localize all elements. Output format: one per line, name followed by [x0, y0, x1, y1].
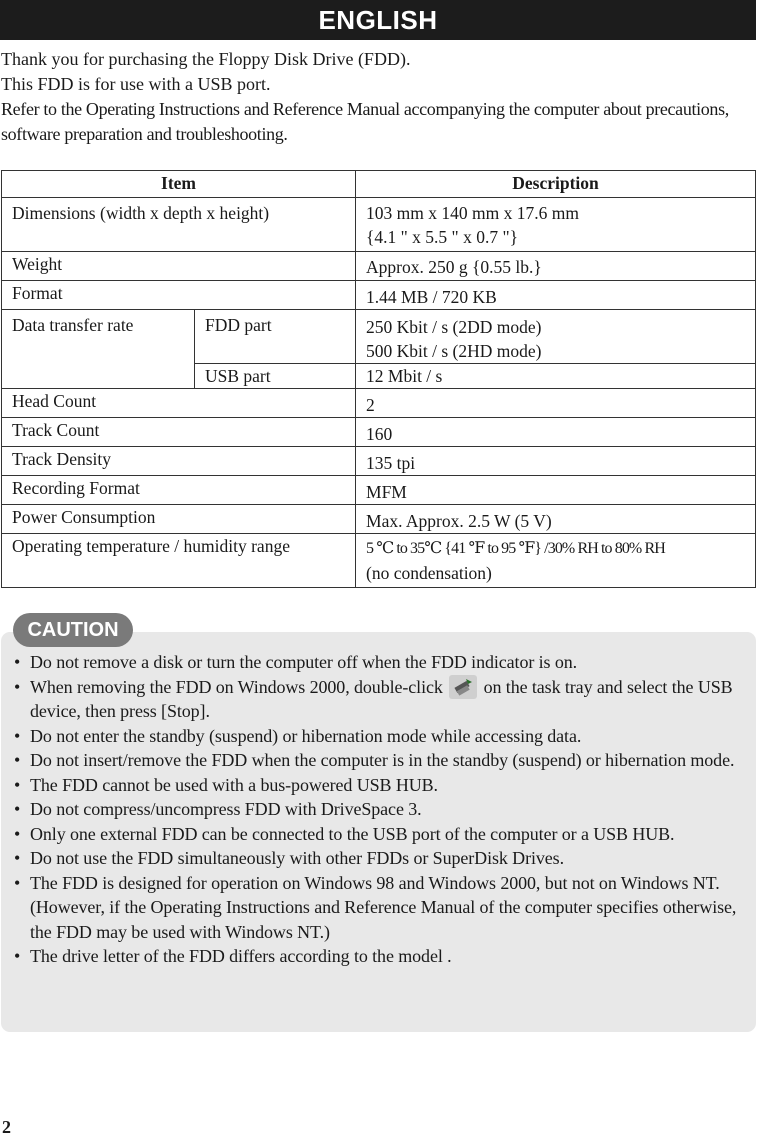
caution-text: Do not compress/uncompress FDD with DriveSpace 3.	[30, 799, 422, 819]
caution-list	[14, 650, 744, 969]
spec-item-label: Format	[2, 281, 356, 310]
caution-item	[14, 797, 744, 822]
caution-item	[14, 944, 744, 969]
spec-value-line: {4.1 " x 5.5 " x 0.7 "}	[366, 227, 518, 247]
caution-text: Do not remove a disk or turn the computer off when the FDD indicator is on.	[30, 652, 578, 672]
spec-value-line: 250 Kbit / s (2DD mode)	[366, 317, 542, 337]
spec-item-value: Approx. 250 g {0.55 lb.}	[356, 252, 756, 281]
spec-subitem-label: FDD part	[195, 310, 356, 364]
table-header-item: Item	[2, 171, 356, 198]
bullet-glyph: •	[14, 652, 21, 672]
spec-item-value	[356, 534, 756, 588]
spec-item-label: Weight	[2, 252, 356, 281]
bullet-glyph: •	[14, 946, 21, 966]
bullet-glyph: •	[14, 848, 21, 868]
caution-item	[14, 675, 744, 724]
bullet-glyph: •	[14, 725, 21, 746]
spec-item-label: Track Density	[2, 447, 356, 476]
spec-item-label: Data transfer rate	[2, 310, 195, 389]
bullet-glyph: •	[14, 872, 21, 893]
caution-text: The drive letter of the FDD differs according to the model .	[30, 946, 452, 966]
bullet-glyph: •	[14, 750, 21, 770]
caution-text: The FDD is designed for operation on Windows 98 and Windows 2000, but not on Windows NT. (However, if the Operating Instructions and Reference Manual of the computer specifies otherwise, the FDD may be used with Windows NT.)	[30, 872, 737, 942]
spec-subitem-label: USB part	[195, 364, 356, 389]
specification-table	[1, 170, 756, 588]
spec-item-value: MFM	[356, 476, 756, 505]
spec-item-value	[356, 198, 756, 252]
intro-line: Thank you for purchasing the Floppy Disk Drive (FDD).	[1, 49, 411, 69]
caution-text: Do not insert/remove the FDD when the computer is in the standby (suspend) or hibernation mode.	[30, 750, 735, 770]
spec-value-line: 103 mm x 140 mm x 17.6 mm	[366, 203, 579, 223]
spec-item-label: Dimensions (width x depth x height)	[2, 198, 356, 252]
caution-item	[14, 748, 744, 773]
spec-item-label: Head Count	[2, 389, 356, 418]
spec-item-label: Track Count	[2, 418, 356, 447]
spec-item-value: 12 Mbit / s	[356, 364, 756, 389]
table-row	[2, 418, 756, 447]
page-number: 2	[2, 1117, 11, 1137]
bullet-glyph: •	[14, 774, 21, 795]
caution-badge: CAUTION	[13, 613, 133, 647]
caution-item	[14, 846, 744, 871]
spec-item-label: Recording Format	[2, 476, 356, 505]
bullet-glyph: •	[14, 676, 21, 697]
spec-item-value	[356, 310, 756, 364]
intro-line: This FDD is for use with a USB port.	[1, 74, 271, 94]
spec-value-line: (no condensation)	[366, 563, 492, 583]
table-header-description: Description	[356, 171, 756, 198]
caution-text: Do not use the FDD simultaneously with other FDDs or SuperDisk Drives.	[30, 848, 564, 868]
caution-text: Do not enter the standby (suspend) or hibernation mode while accessing data.	[30, 725, 582, 746]
caution-text: Only one external FDD can be connected to the USB port of the computer or a USB HUB.	[30, 823, 675, 844]
caution-item	[14, 650, 744, 675]
table-row	[2, 389, 756, 418]
caution-item	[14, 773, 744, 798]
table-row	[2, 310, 756, 364]
caution-item	[14, 822, 744, 847]
spec-item-label: Operating temperature / humidity range	[2, 534, 356, 588]
caution-item	[14, 871, 744, 945]
table-row	[2, 447, 756, 476]
page-header: ENGLISH	[0, 0, 756, 40]
table-row	[2, 281, 756, 310]
usb-tray-icon	[449, 675, 477, 699]
table-row	[2, 252, 756, 281]
table-row	[2, 534, 756, 588]
spec-item-value: 160	[356, 418, 756, 447]
caution-text: on the task tray and select the USB device, then press [Stop].	[30, 676, 733, 721]
caution-text: When removing the FDD on Windows 2000, double-click	[30, 676, 443, 697]
spec-item-label: Power Consumption	[2, 505, 356, 534]
bullet-glyph: •	[14, 799, 21, 819]
intro-text	[1, 47, 757, 147]
intro-line: Refer to the Operating Instructions and Reference Manual accompanying the computer about precautions, software preparation and troubleshooting.	[1, 99, 729, 144]
spec-value-line: 5 ℃ to 35℃ {41 ℉ to 95 ℉} /30% RH to 80% RH	[366, 540, 665, 557]
spec-item-value: 135 tpi	[356, 447, 756, 476]
spec-item-value: Max. Approx. 2.5 W (5 V)	[356, 505, 756, 534]
caution-item	[14, 724, 744, 749]
table-row	[2, 476, 756, 505]
bullet-glyph: •	[14, 823, 21, 844]
spec-item-value: 1.44 MB / 720 KB	[356, 281, 756, 310]
spec-value-line: 500 Kbit / s (2HD mode)	[366, 341, 542, 361]
table-row	[2, 198, 756, 252]
caution-text: The FDD cannot be used with a bus-powered USB HUB.	[30, 774, 438, 795]
spec-item-value: 2	[356, 389, 756, 418]
table-row	[2, 505, 756, 534]
